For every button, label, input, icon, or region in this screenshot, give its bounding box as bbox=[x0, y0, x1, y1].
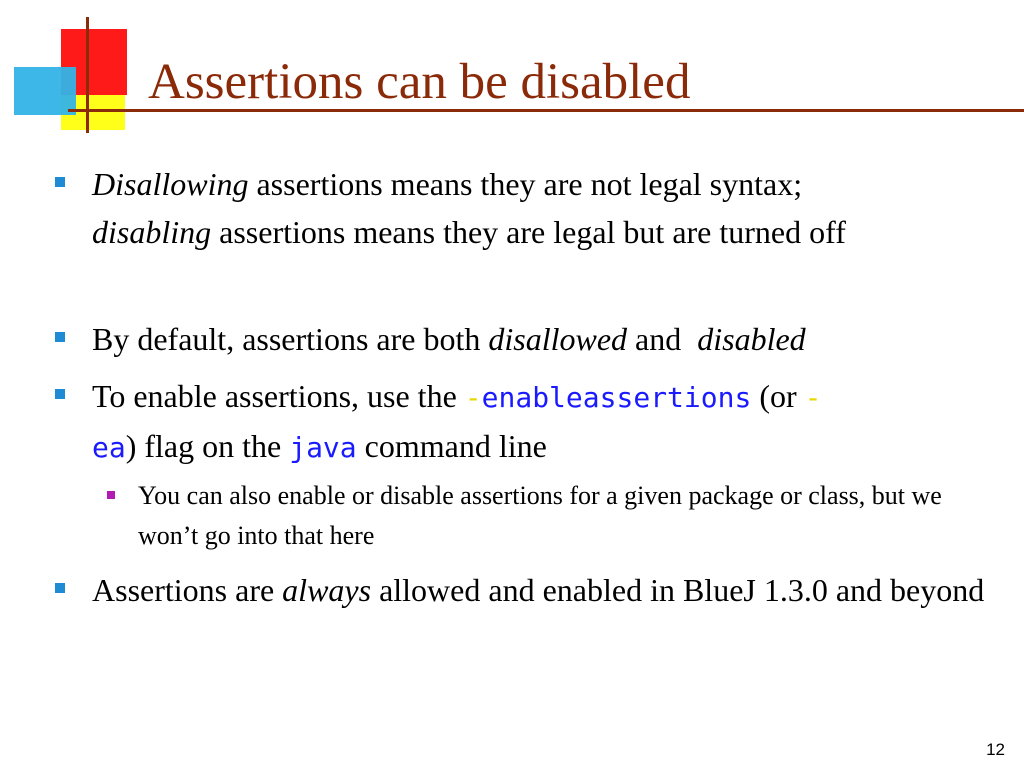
decorative-vertical-line bbox=[86, 17, 89, 133]
bullet-item-4 bbox=[92, 566, 992, 614]
bullet-marker bbox=[55, 177, 65, 187]
bullet-marker bbox=[55, 389, 65, 399]
code-java: java bbox=[289, 431, 357, 464]
emphasis-always: always bbox=[282, 572, 372, 608]
emphasis-disabled: disabled bbox=[697, 321, 806, 357]
code-ea: ea bbox=[92, 431, 126, 464]
bullet-text: assertions means they are legal but are turned off bbox=[211, 214, 846, 250]
bullet-text: assertions means they are not legal syntax; bbox=[248, 166, 803, 202]
page-number: 12 bbox=[986, 740, 1005, 759]
bullet-item-3 bbox=[92, 372, 992, 472]
bullet-text: (or bbox=[751, 378, 805, 414]
bullet-text: allowed and enabled in BlueJ 1.3.0 and beyond bbox=[371, 572, 985, 608]
bullet-text: Assertions are bbox=[92, 572, 283, 608]
bullet-marker bbox=[55, 583, 65, 593]
sub-bullet-text: You can also enable or disable assertions for a given package or class, but we won’t go into that here bbox=[138, 481, 942, 550]
flag-dash: - bbox=[464, 381, 482, 414]
sub-bullet-marker bbox=[107, 491, 115, 499]
bullet-text: and bbox=[627, 321, 698, 357]
slide-title: Assertions can be disabled bbox=[148, 54, 691, 110]
bullet-marker bbox=[55, 332, 65, 342]
sub-bullet-item bbox=[138, 476, 998, 556]
emphasis-disallowed: disallowed bbox=[488, 321, 628, 357]
bullet-text: To enable assertions, use the bbox=[92, 378, 465, 414]
bullet-item-2 bbox=[92, 315, 992, 363]
bullet-item-1 bbox=[92, 160, 992, 256]
bullet-text: By default, assertions are both bbox=[92, 321, 489, 357]
emphasis-disabling: disabling bbox=[92, 214, 212, 250]
bullet-text: command line bbox=[356, 428, 547, 464]
emphasis-disallowing: Disallowing bbox=[92, 166, 249, 202]
flag-dash: - bbox=[804, 381, 822, 414]
code-enableassertions: enableassertions bbox=[481, 381, 752, 414]
blue-square bbox=[14, 67, 76, 115]
bullet-text: ) flag on the bbox=[125, 428, 290, 464]
